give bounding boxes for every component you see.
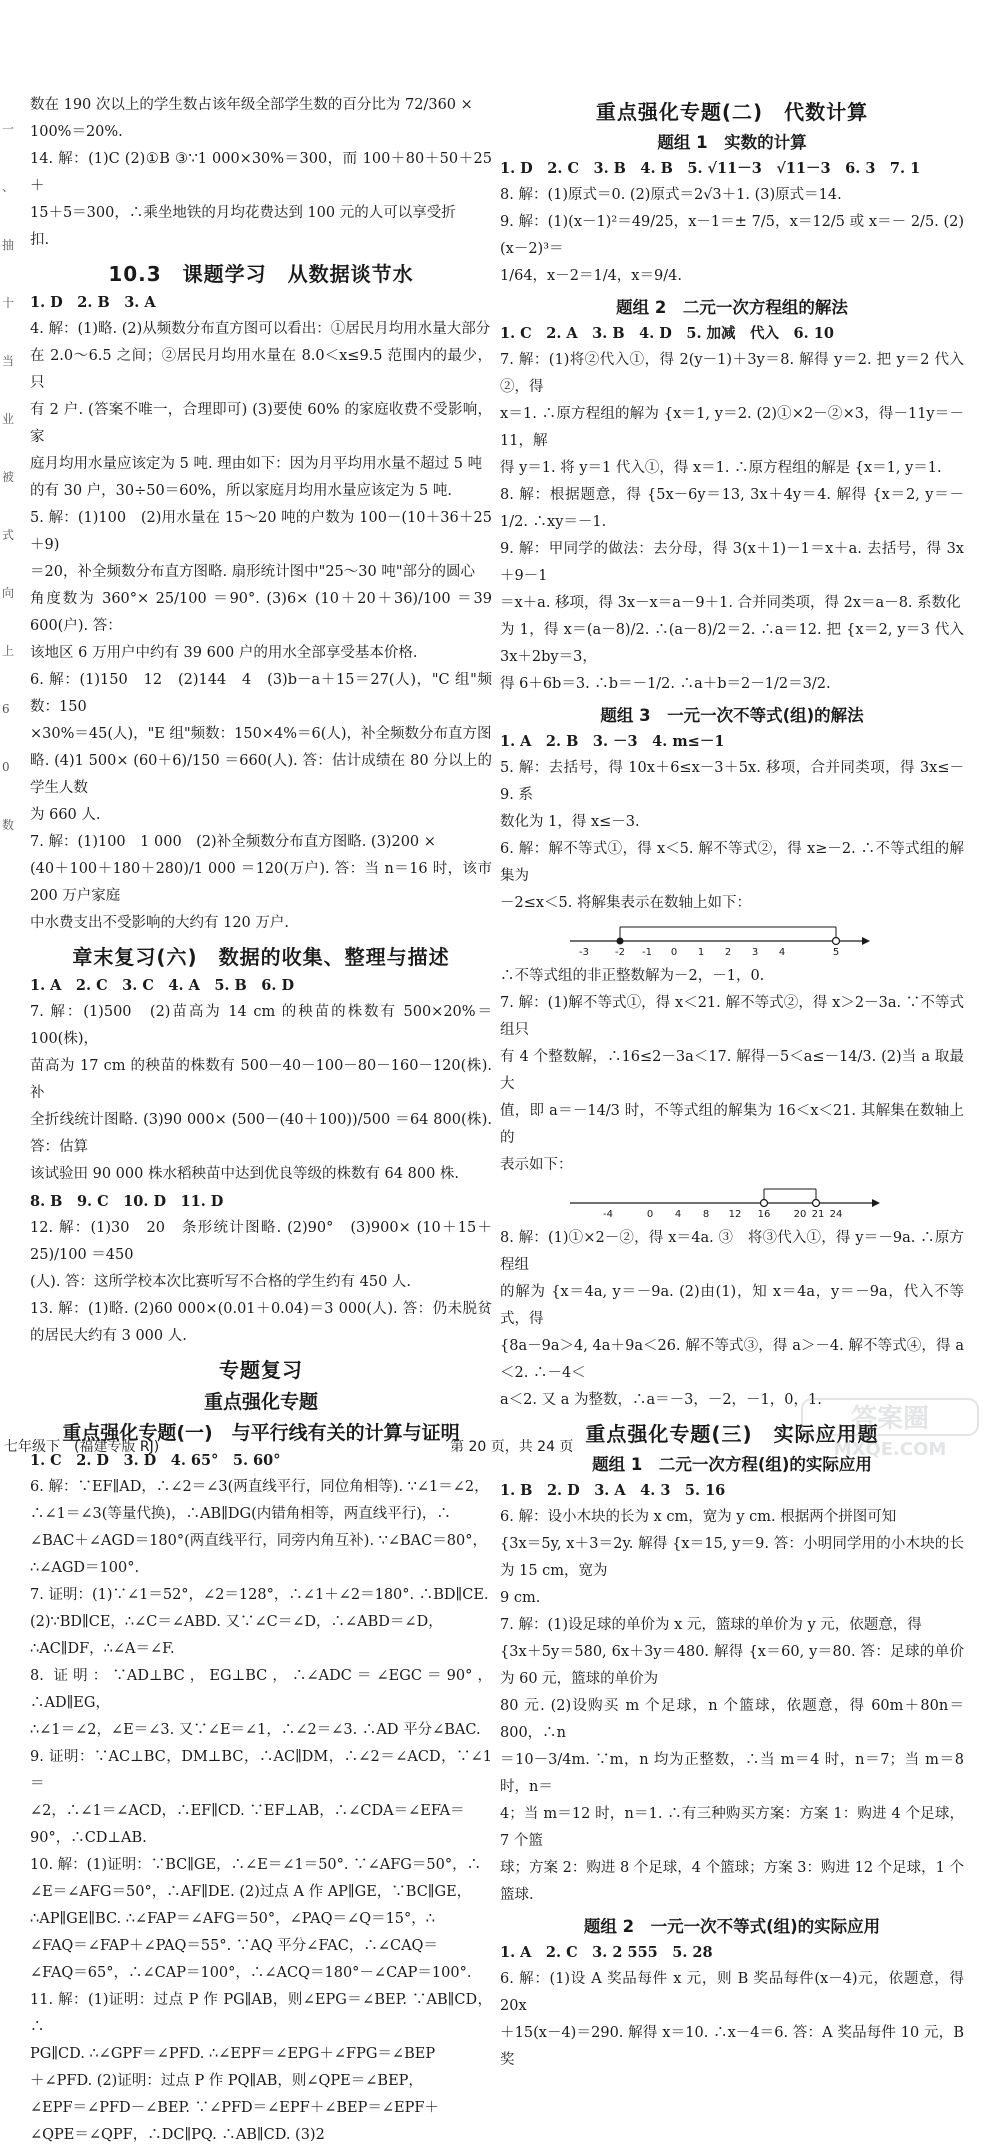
- edge-char: 业: [2, 412, 15, 426]
- text-line: {3x＝5y, x＋3＝2y. 解得 {x＝15, y＝9. 答：小明同学用的小木块的长为 15 cm，宽为: [500, 1536, 964, 1579]
- text-line: ∠FAQ＝65°，∴∠CAP＝100°，∴∠ACQ＝180°－∠CAP＝100°.: [30, 1965, 472, 1981]
- tick-label: 4: [778, 947, 786, 958]
- section-title: 10.3 课题学习 从数据谈节水: [108, 262, 414, 286]
- text-line: 该试验田 90 000 株水稻秧苗中达到优良等级的株数有 64 800 株.: [30, 1166, 460, 1182]
- text-line: 的有 30 户，30÷50＝60%，所以家庭月均用水量应该定为 5 吨.: [30, 483, 452, 499]
- sec2-block-2: [30, 1215, 492, 1350]
- text-line: 12. 解：(1)30 20 条形统计图略. (2)90° (3)900× (10＋15＋25)/100 ＝450: [30, 1220, 492, 1263]
- text-line: 6. 解：解不等式①，得 x＜5. 解不等式②，得 x≥－2. ∴不等式组的解集为: [500, 841, 964, 884]
- group-title: 题组 2 二元一次方程组的解法: [616, 298, 848, 317]
- text-line: 6. 解：(1)150 12 (2)144 4 (3)b－a＋15＝27(人)，"C 组"频数：150: [30, 672, 492, 715]
- review-title: 专题复习: [219, 1358, 303, 1382]
- watermark-text: 答案圈: [850, 1404, 930, 1434]
- text-line: 90°，∴CD⊥AB.: [30, 1830, 147, 1846]
- text-line: 5. 解：(1)100 (2)用水量在 15～20 吨的户数为 100－(10＋36＋25＋9): [30, 510, 492, 553]
- text-line: PG∥CD. ∴∠GPF＝∠PFD. ∴∠EPF＝∠EPG＋∠FPG＝∠BEP: [30, 2046, 436, 2062]
- text-line: (2)∵BD∥CE，∴∠C＝∠ABD. 又∵∠C＝∠D，∴∠ABD＝∠D，: [30, 1614, 443, 1630]
- text-line: ×30%＝45(人)，"E 组"频数：150×4%＝6(人)，补全频数分布直方图: [30, 726, 492, 742]
- tick-label: 0: [670, 947, 678, 958]
- edge-char: 式: [2, 528, 15, 542]
- group-title: 题组 1 实数的计算: [657, 133, 807, 152]
- text-line: 9 cm.: [500, 1590, 541, 1606]
- intro-block: [30, 92, 492, 254]
- answer-row: 1. C 2. A 3. B 4. D 5. 加减 代入 6. 10: [500, 325, 834, 342]
- text-line: 该地区 6 万用户中约有 39 600 户的用水全部享受基本价格.: [30, 645, 418, 661]
- tick-label: 12: [728, 1209, 742, 1220]
- text-line: 13. 解：(1)略. (2)60 000×(0.01＋0.04)＝3 000(人). 答：仍未脱贫的居民大约有 3 000 人.: [30, 1301, 492, 1344]
- text-line: 8. 解：根据题意，得 {5x－6y＝13, 3x＋4y＝4. 解得 {x＝2, y＝－1/2. ∴xy＝－1.: [500, 487, 964, 530]
- text-line: 为 660 人.: [30, 807, 101, 823]
- tick-label: -3: [579, 947, 589, 958]
- text-line: 值，即 a＝－14/3 时，不等式组的解集为 16＜x＜21. 其解集在数轴上的: [500, 1103, 964, 1146]
- text-line: 数在 190 次以上的学生数占该年级全部学生数的百分比为 72/360 ×: [30, 97, 473, 113]
- edge-char: 被: [2, 470, 15, 484]
- tick-label: 5: [832, 947, 840, 958]
- footer-grade: 七年级下 (福建专版 RJ): [4, 1439, 160, 1455]
- text-line: ∠EPF＝∠PFD－∠BEP. ∵∠PFD＝∠EPF＋∠BEP＝∠EPF＋: [30, 2100, 439, 2116]
- sec1-block: [30, 316, 492, 937]
- topic-title: 重点强化专题(二) 代数计算: [595, 100, 869, 124]
- text-line: ＋15(x－4)＝290. 解得 x＝10. ∴x－4＝6. 答：A 奖品每件 10 元，B 奖: [500, 2025, 964, 2068]
- text-line: 6. 解：∵EF∥AD，∴∠2＝∠3(两直线平行，同位角相等). ∵∠1＝∠2，: [30, 1479, 489, 1495]
- text-line: 8. 证明：∵AD⊥BC，EG⊥BC，∴∠ADC＝∠EGC＝90°，∴AD∥EG，: [30, 1668, 492, 1711]
- answer-row: 1. A 2. C 3. C 4. A 5. B 6. D: [30, 977, 295, 994]
- text-line: ∴AC∥DF，∴∠A＝∠F.: [30, 1641, 175, 1657]
- text-line: 中水费支出不受影响的大约有 120 万户.: [30, 915, 290, 931]
- text-line: 6. 解：(1)设 A 奖品每件 x 元，则 B 奖品每件(x－4)元，依题意，得 20x: [500, 1971, 964, 2014]
- tick-label: 21: [811, 1209, 825, 1220]
- text-line: 有 4 个整数解，∴16≤2－3a＜17. 解得－5＜a≤－14/3. (2)当 a 取最大: [500, 1049, 964, 1092]
- text-line: 1/64，x－2＝1/4，x＝9/4.: [500, 268, 682, 284]
- left-column: [30, 92, 492, 2149]
- answer-row: 8. B 9. C 10. D 11. D: [30, 1193, 224, 1210]
- watermark-logo: [800, 1397, 980, 1463]
- text-line: ∴AP∥GE∥BC. ∴∠FAP＝∠AFG＝50°，∠PAQ＝∠Q＝15°，∴: [30, 1911, 436, 1927]
- text-line: {3x＋5y＝580, 6x＋3y＝480. 解得 {x＝60, y＝80. 答：足球的单价为 60 元，篮球的单价为: [500, 1644, 964, 1687]
- text-line: 7. 解：(1)将②代入①，得 2(y－1)＋3y＝8. 解得 y＝2. 把 y＝2 代入②，得: [500, 352, 964, 395]
- group-title: 题组 1 二元一次方程(组)的实际应用: [592, 1455, 872, 1474]
- edge-char: 0: [2, 760, 10, 774]
- watermark-url: MXQE.COM: [833, 1439, 947, 1459]
- axis-arrow: [872, 1199, 880, 1207]
- tick-label: 0: [646, 1209, 654, 1220]
- text-line: ∴不等式组的非正整数解为－2，－1，0.: [500, 968, 765, 984]
- text-line: 100%＝20%.: [30, 124, 123, 140]
- text-line: ∴∠1＝∠3(等量代换)，∴AB∥DG(内错角相等，两直线平行)，∴: [30, 1506, 451, 1522]
- section-title: 章末复习(六) 数据的收集、整理与描述: [72, 945, 450, 969]
- open-endpoint: [761, 1200, 768, 1207]
- number-line-2: [570, 1181, 880, 1221]
- text-line: ∴∠AGD＝100°.: [30, 1560, 140, 1576]
- text-line: 5. 解：去括号，得 10x＋6≤x－3＋5x. 移项，合并同类项，得 3x≤－9. 系: [500, 760, 964, 803]
- text-line: 9. 证明：∵AC⊥BC，DM⊥BC，∴AC∥DM，∴∠2＝∠ACD，∵∠1＝: [30, 1749, 492, 1792]
- text-line: 10. 解：(1)证明：∵BC∥GE，∴∠E＝∠1＝50°. ∵∠AFG＝50°，∴: [30, 1857, 482, 1873]
- number-line-1: [570, 919, 870, 959]
- edge-char: 、: [2, 180, 15, 194]
- tick-label: 4: [674, 1209, 682, 1220]
- review-subtitle: 重点强化专题: [203, 1391, 318, 1413]
- text-line: ＋∠PFD. (2)证明：过点 P 作 PQ∥AB，则∠QPE＝∠BEP，: [30, 2073, 423, 2089]
- text-line: 略. (4)1 500× (60＋6)/150 ＝660(人). 答：估计成绩在 80 分以上的学生人数: [30, 753, 492, 796]
- tick-label: 24: [829, 1209, 843, 1220]
- text-line: 11. 解：(1)证明：过点 P 作 PG∥AB，则∠EPG＝∠BEP. ∵AB∥CD，∴: [30, 1992, 492, 2035]
- open-endpoint: [813, 1200, 820, 1207]
- topic-title: 重点强化专题(三) 实际应用题: [585, 1422, 879, 1446]
- text-line: 扣.: [30, 232, 50, 248]
- text-line: ＝x＋a. 移项，得 3x－x＝a－9＋1. 合并同类项，得 2x＝a－8. 系数化: [500, 595, 961, 611]
- text-line: {8a－9a＞4, 4a＋9a＜26. 解不等式③，得 a＞－4. 解不等式④，得 a＜2. ∴－4＜: [500, 1338, 964, 1381]
- text-line: ＝20，补全频数分布直方图略. 扇形统计图中"25～30 吨"部分的圆心: [30, 564, 476, 580]
- topic-title: 重点强化专题(一) 与平行线有关的计算与证明: [62, 1422, 460, 1444]
- topic1-block: [30, 1474, 492, 2149]
- closed-endpoint: [617, 938, 624, 945]
- text-line: 7. 证明：(1)∵∠1＝52°，∠2＝128°，∴∠1＋∠2＝180°. ∴BD∥CE.: [30, 1587, 489, 1603]
- text-line: ∠BAC＋∠AGD＝180°(两直线平行，同旁内角互补). ∵∠BAC＝80°，: [30, 1533, 487, 1549]
- text-line: ∠E＝∠AFG＝50°，∴AF∥DE. (2)过点 A 作 AP∥GE，∵BC∥GE，: [30, 1884, 472, 1900]
- text-line: 为 1，得 x＝(a－8)/2. ∴(a－8)/2＝2. ∴a＝12. 把 {x＝2, y＝3 代入 3x＋2by＝3，: [500, 622, 964, 665]
- edge-char: 一: [2, 122, 15, 136]
- text-line: ∠QPE＝∠QPF，∴DC∥PQ. ∴AB∥CD. (3)2: [30, 2127, 325, 2143]
- text-line: 有 2 户. (答案不唯一，合理即可) (3)要使 60% 的家庭收费不受影响，家: [30, 402, 492, 445]
- text-line: x＝1. ∴原方程组的解为 {x＝1, y＝2. (2)①×2－②×3，得－11y＝－11，解: [500, 406, 964, 449]
- tick-label: 1: [697, 947, 705, 958]
- open-endpoint: [833, 938, 840, 945]
- answer-row: 1. D 2. B 3. A: [30, 294, 156, 311]
- text-line: 角度数为 360°× 25/100 ＝90°. (3)6× (10＋20＋36)/100 ＝39 600(户). 答：: [30, 591, 492, 634]
- text-line: 15＋5＝300，∴乘坐地铁的月均花费达到 100 元的人可以享受折: [30, 205, 456, 221]
- edge-char: 上: [2, 644, 15, 658]
- text-line: ∠2，∴∠1＝∠ACD，∴EF∥CD. ∵EF⊥AB，∴∠CDA＝∠EFA＝: [30, 1803, 465, 1819]
- text-line: 8. 解：(1)①×2－②，得 x＝4a. ③ 将③代入①，得 y＝－9a. ∴原方程组: [500, 1230, 964, 1273]
- text-line: 表示如下：: [500, 1157, 573, 1173]
- axis-arrow: [862, 937, 870, 945]
- text-line: 全折线统计图略. (3)90 000× (500－(40＋100))/500 ＝64 800(株). 答：估算: [30, 1112, 492, 1155]
- text-line: ＝10－3/4m. ∵m，n 均为正整数，∴当 m＝4 时，n＝7；当 m＝8 时，n＝: [500, 1752, 964, 1795]
- text-line: 得 y＝1. 将 y＝1 代入①，得 x＝1. ∴原方程组的解是 {x＝1, y＝1.: [500, 460, 942, 476]
- tick-label: 3: [751, 947, 759, 958]
- edge-char: 十: [2, 296, 15, 310]
- text-line: 庭月均用水量应该定为 5 吨. 理由如下：因为月平均用水量不超过 5 吨: [30, 456, 483, 472]
- text-line: a＜2. 又 a 为整数，∴a＝－3，－2，－1，0，1.: [500, 1392, 822, 1408]
- text-line: 8. 解：(1)原式＝0. (2)原式＝2√3＋1. (3)原式＝14.: [500, 187, 842, 203]
- sec2-block: [30, 999, 492, 1188]
- text-line: 6. 解：设小木块的长为 x cm，宽为 y cm. 根据两个拼图可知: [500, 1509, 897, 1525]
- group-title: 题组 2 一元一次不等式(组)的实际应用: [583, 1917, 881, 1936]
- text-line: (人). 答：这所学校本次比赛听写不合格的学生约有 450 人.: [30, 1274, 412, 1290]
- text-line: 7. 解：(1)500 (2)苗高为 14 cm 的秧苗的株数有 500×20%＝100(株)，: [30, 1004, 492, 1047]
- edge-char: 6: [2, 702, 10, 716]
- answer-row: 1. A 2. C 3. 2 555 5. 28: [500, 1944, 713, 1961]
- text-line: 9. 解：甲同学的做法：去分母，得 3(x＋1)－1＝x＋a. 去括号，得 3x＋9－1: [500, 541, 964, 584]
- text-line: 7. 解：(1)设足球的单价为 x 元，篮球的单价为 y 元，依题意，得: [500, 1617, 922, 1633]
- text-line: 得 6＋6b＝3. ∴b＝－1/2. ∴a＋b＝2－1/2＝3/2.: [500, 676, 831, 692]
- text-line: 7. 解：(1)100 1 000 (2)补全频数分布直方图略. (3)200 ×: [30, 834, 436, 850]
- text-line: 球；方案 2：购进 8 个足球，4 个篮球；方案 3：购进 12 个足球，1 个篮球.: [500, 1860, 964, 1903]
- text-line: －2≤x＜5. 将解集表示在数轴上如下：: [500, 895, 751, 911]
- footer-page-number: 第 20 页，共 24 页: [450, 1439, 574, 1455]
- right-column: [500, 92, 964, 2074]
- edge-char: 向: [2, 586, 15, 600]
- text-line: 80 元. (2)设购买 m 个足球，n 个篮球，依题意，得 60m＋80n＝800，∴n: [500, 1698, 964, 1741]
- tick-label: -2: [615, 947, 625, 958]
- binding-edge: [2, 100, 18, 854]
- text-line: 数化为 1，得 x≤－3.: [500, 814, 640, 830]
- text-line: 的解为 {x＝4a, y＝－9a. (2)由(1)，知 x＝4a，y＝－9a，代入不等式，得: [500, 1284, 964, 1327]
- tick-label: 20: [793, 1209, 807, 1220]
- tick-label: 2: [724, 947, 732, 958]
- text-line: 4. 解：(1)略. (2)从频数分布直方图可以看出：①居民月均用水量大部分: [30, 321, 491, 337]
- group-title: 题组 3 一元一次不等式(组)的解法: [600, 706, 864, 725]
- answer-row: 1. B 2. D 3. A 4. 3 5. 16: [500, 1482, 726, 1499]
- tick-label: 8: [702, 1209, 710, 1220]
- edge-char: 抽: [2, 238, 15, 252]
- tick-label: -4: [603, 1209, 613, 1220]
- text-line: 7. 解：(1)解不等式①，得 x＜21. 解不等式②，得 x＞2－3a. ∵不等式组只: [500, 995, 964, 1038]
- text-line: (40＋100＋180＋280)/1 000 ＝120(万户). 答：当 n＝16 时，该市 200 万户家庭: [30, 861, 492, 904]
- watermark-badge-icon: [800, 1397, 980, 1459]
- answer-row: 1. C 2. D 3. D 4. 65° 5. 60°: [30, 1452, 281, 1469]
- text-line: 苗高为 17 cm 的秧苗的株数有 500－40－100－80－160－120(株). 补: [30, 1058, 492, 1101]
- text-line: 4；当 m＝12 时，n＝1. ∴有三种购买方案：方案 1：购进 4 个足球，7 个篮: [500, 1806, 964, 1849]
- edge-char: 数: [2, 818, 15, 832]
- text-line: ∴∠1＝∠2，∠E＝∠3. 又∵∠E＝∠1，∴∠2＝∠3. ∴AD 平分∠BAC.: [30, 1722, 481, 1738]
- text-line: 14. 解：(1)C (2)①B ③∵1 000×30%＝300，而 100＋80＋50＋25＋: [30, 151, 492, 194]
- text-line: 9. 解：(1)(x－1)²＝49/25，x－1＝± 7/5，x＝12/5 或 x＝－ 2/5. (2)(x－2)³＝: [500, 214, 964, 257]
- tick-label: 16: [757, 1209, 771, 1220]
- text-line: ∠FAQ＝∠FAP＋∠PAQ＝55°. ∵AQ 平分∠FAC，∴∠CAQ＝: [30, 1938, 438, 1954]
- text-line: 在 2.0～6.5 之间；②居民月均用水量在 8.0＜x≤9.5 范围内的最少，只: [30, 348, 492, 391]
- edge-char: 当: [2, 354, 15, 368]
- tick-label: -1: [642, 947, 652, 958]
- answer-row: 1. A 2. B 3. －3 4. m≤－1: [500, 733, 725, 750]
- answer-row: 1. D 2. C 3. B 4. B 5. √11－3 √11－3 6. 3 7. 1: [500, 160, 921, 177]
